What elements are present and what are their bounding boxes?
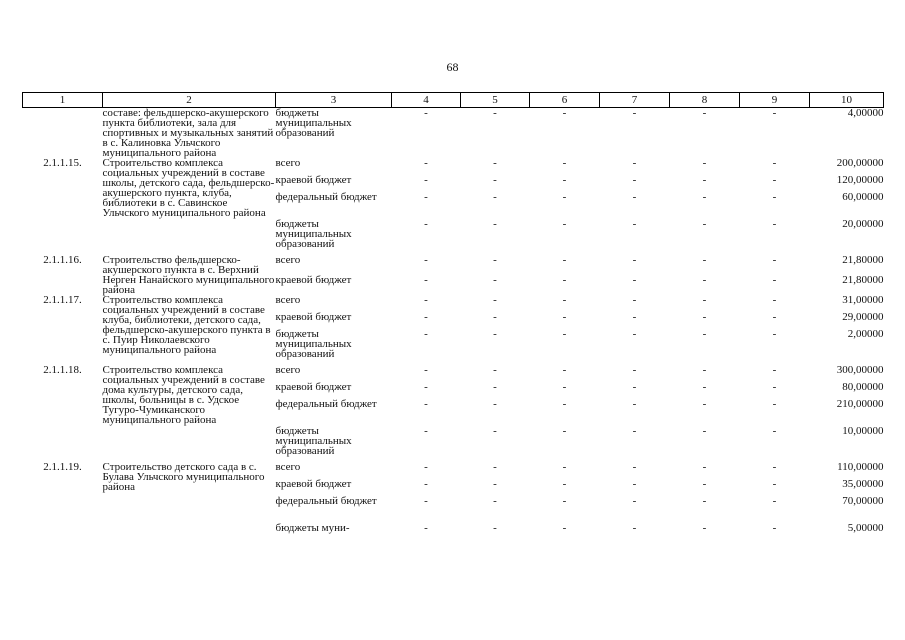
funding-source: бюджеты муниципальных образований <box>275 425 352 457</box>
column-header-row <box>23 93 884 108</box>
empty-value-dash: - <box>702 461 707 473</box>
empty-value-dash: - <box>493 364 497 376</box>
empty-value-dash: - <box>493 425 497 437</box>
empty-value-dash: - <box>632 364 637 376</box>
table-row <box>23 108 884 159</box>
empty-value-dash: - <box>772 381 777 393</box>
empty-value-dash: - <box>562 254 567 266</box>
amount-value: 110,00000 <box>837 461 884 473</box>
empty-value-dash: - <box>772 254 777 266</box>
empty-value-dash: - <box>772 461 777 473</box>
item-number <box>23 108 103 159</box>
empty-value-dash: - <box>493 157 497 169</box>
empty-value-dash: - <box>424 398 428 410</box>
funding-source: федеральный бюджет <box>275 495 377 507</box>
empty-value-dash: - <box>493 495 497 507</box>
funding-source: бюджеты муниципальных образований <box>275 328 352 360</box>
empty-value-dash: - <box>562 478 567 490</box>
funding-source: всего <box>275 364 301 376</box>
empty-value-dash: - <box>493 381 497 393</box>
empty-value-dash: - <box>632 274 637 286</box>
amount-value: 120,00000 <box>836 174 884 186</box>
empty-value-dash: - <box>632 461 637 473</box>
empty-value-dash: - <box>632 157 637 169</box>
funding-source: федеральный бюджет <box>275 191 377 203</box>
empty-value-dash: - <box>632 522 637 534</box>
empty-value-dash: - <box>493 107 497 119</box>
funding-source: всего <box>275 294 301 306</box>
empty-value-dash: - <box>702 425 707 437</box>
amount-value: 60,00000 <box>842 191 884 203</box>
amount-value: 4,00000 <box>847 107 884 119</box>
empty-value-dash: - <box>424 274 428 286</box>
empty-value-dash: - <box>772 522 777 534</box>
empty-value-dash: - <box>702 294 707 306</box>
empty-value-dash: - <box>562 461 567 473</box>
empty-value-dash: - <box>632 478 637 490</box>
amount-value: 21,80000 <box>842 274 884 286</box>
empty-value-dash: - <box>493 311 497 323</box>
empty-value-dash: - <box>632 218 637 230</box>
empty-value-dash: - <box>702 191 707 203</box>
empty-value-dash: - <box>424 495 428 507</box>
item-name: Строительство фельдшерско-акушерского пункта в с. Верхний Нерген Нанайского муниципального района <box>102 254 275 296</box>
empty-value-dash: - <box>424 107 428 119</box>
empty-value-dash: - <box>772 294 777 306</box>
budget-table <box>22 92 884 540</box>
empty-value-dash: - <box>562 398 567 410</box>
empty-value-dash: - <box>772 218 777 230</box>
empty-value-dash: - <box>632 254 637 266</box>
amount-value: 10,00000 <box>842 425 884 437</box>
table-body <box>23 108 884 541</box>
empty-value-dash: - <box>424 191 428 203</box>
empty-value-dash: - <box>702 254 707 266</box>
empty-value-dash: - <box>424 461 428 473</box>
empty-value-dash: - <box>493 478 497 490</box>
empty-value-dash: - <box>562 425 567 437</box>
empty-value-dash: - <box>493 254 497 266</box>
empty-value-dash: - <box>632 174 637 186</box>
item-number: 2.1.1.15. <box>43 157 82 169</box>
col-header: 9 <box>740 93 810 108</box>
empty-value-dash: - <box>493 174 497 186</box>
empty-value-dash: - <box>772 364 777 376</box>
funding-source: всего <box>275 461 301 473</box>
funding-source: бюджеты муниципальных образований <box>275 107 352 139</box>
empty-value-dash: - <box>493 218 497 230</box>
amount-value: 35,00000 <box>842 478 884 490</box>
item-number: 2.1.1.16. <box>43 254 82 266</box>
empty-value-dash: - <box>493 328 497 340</box>
empty-value-dash: - <box>424 328 428 340</box>
empty-value-dash: - <box>424 478 428 490</box>
col-header: 10 <box>810 93 884 108</box>
empty-value-dash: - <box>632 495 637 507</box>
amount-value: 210,00000 <box>836 398 884 410</box>
empty-value-dash: - <box>772 191 777 203</box>
empty-value-dash: - <box>493 461 497 473</box>
amount-value: 2,00000 <box>847 328 884 340</box>
empty-value-dash: - <box>562 157 567 169</box>
empty-value-dash: - <box>702 522 707 534</box>
funding-source: краевой бюджет <box>275 274 352 286</box>
empty-value-dash: - <box>772 157 777 169</box>
col-header: 3 <box>276 93 392 108</box>
empty-value-dash: - <box>702 311 707 323</box>
funding-source: всего <box>275 254 301 266</box>
col-header: 1 <box>23 93 103 108</box>
amount-value: 21,80000 <box>842 254 884 266</box>
empty-value-dash: - <box>424 425 428 437</box>
empty-value-dash: - <box>772 107 777 119</box>
funding-source: краевой бюджет <box>275 174 352 186</box>
item-number: 2.1.1.19. <box>43 461 82 473</box>
amount-value: 200,00000 <box>836 157 884 169</box>
empty-value-dash: - <box>772 328 777 340</box>
empty-value-dash: - <box>772 274 777 286</box>
item-name: Строительство комплекса социальных учреждений в составе клуба, библиотеки, детского сада, фельдшерско-акушерского пункта в с. Пуир Николаевского муниципального района <box>102 294 271 356</box>
amount-value: 300,00000 <box>836 364 884 376</box>
empty-value-dash: - <box>424 381 428 393</box>
item-name: Строительство комплекса социальных учреждений в составе дома культуры, детского сада, школы, больницы в с. Удское Тугуро-Чумиканского муниципального района <box>102 364 265 426</box>
empty-value-dash: - <box>562 274 567 286</box>
table-row <box>23 158 884 175</box>
col-header: 2 <box>103 93 276 108</box>
empty-value-dash: - <box>424 364 428 376</box>
amount-value: 70,00000 <box>842 495 884 507</box>
empty-value-dash: - <box>493 522 497 534</box>
empty-value-dash: - <box>702 107 707 119</box>
empty-value-dash: - <box>562 294 567 306</box>
empty-value-dash: - <box>632 191 637 203</box>
empty-value-dash: - <box>702 328 707 340</box>
empty-value-dash: - <box>493 191 497 203</box>
item-name: составе: фельдшерско-акушерского пункта библиотеки, зала для спортивных и музыкальных занятий в с. Калиновка Ульчского муниципального района <box>102 107 274 159</box>
empty-value-dash: - <box>424 174 428 186</box>
empty-value-dash: - <box>562 218 567 230</box>
empty-value-dash: - <box>562 174 567 186</box>
empty-value-dash: - <box>772 495 777 507</box>
empty-value-dash: - <box>562 364 567 376</box>
item-name: Строительство комплекса социальных учреждений в составе школы, детского сада, фельдшерско-акушерского пункта, клуба, библиотеки в с. Савинское Ульчского муниципального района <box>102 157 275 219</box>
empty-value-dash: - <box>562 191 567 203</box>
col-header: 7 <box>600 93 670 108</box>
empty-value-dash: - <box>632 107 637 119</box>
empty-value-dash: - <box>632 294 637 306</box>
amount-value: 31,00000 <box>842 294 884 306</box>
empty-value-dash: - <box>424 294 428 306</box>
table-row <box>23 295 884 312</box>
table-row <box>23 462 884 479</box>
amount-value: 80,00000 <box>842 381 884 393</box>
col-header: 4 <box>392 93 461 108</box>
empty-value-dash: - <box>493 398 497 410</box>
empty-value-dash: - <box>772 425 777 437</box>
empty-value-dash: - <box>702 478 707 490</box>
empty-value-dash: - <box>424 254 428 266</box>
empty-value-dash: - <box>562 107 567 119</box>
empty-value-dash: - <box>424 311 428 323</box>
empty-value-dash: - <box>772 311 777 323</box>
empty-value-dash: - <box>562 381 567 393</box>
empty-value-dash: - <box>702 495 707 507</box>
empty-value-dash: - <box>702 364 707 376</box>
empty-value-dash: - <box>772 398 777 410</box>
empty-value-dash: - <box>702 274 707 286</box>
amount-value: 5,00000 <box>847 522 884 534</box>
empty-value-dash: - <box>702 218 707 230</box>
empty-value-dash: - <box>632 398 637 410</box>
funding-source: бюджеты муни- <box>275 522 350 534</box>
amount-value: 20,00000 <box>842 218 884 230</box>
empty-value-dash: - <box>424 522 428 534</box>
item-name: Строительство детского сада в с. Булава Ульчского муниципального района <box>102 461 265 493</box>
empty-value-dash: - <box>632 328 637 340</box>
funding-source: бюджеты муниципальных образований <box>275 218 352 250</box>
empty-value-dash: - <box>632 311 637 323</box>
empty-value-dash: - <box>702 174 707 186</box>
empty-value-dash: - <box>772 478 777 490</box>
table-row <box>23 255 884 275</box>
empty-value-dash: - <box>562 522 567 534</box>
funding-source: всего <box>275 157 301 169</box>
col-header: 8 <box>670 93 740 108</box>
empty-value-dash: - <box>772 174 777 186</box>
empty-value-dash: - <box>702 157 707 169</box>
empty-value-dash: - <box>424 157 428 169</box>
empty-value-dash: - <box>562 328 567 340</box>
empty-value-dash: - <box>632 381 637 393</box>
empty-value-dash: - <box>493 294 497 306</box>
empty-value-dash: - <box>562 311 567 323</box>
table-row <box>23 365 884 382</box>
amount-value: 29,00000 <box>842 311 884 323</box>
page-number: 68 <box>446 60 459 74</box>
funding-source: краевой бюджет <box>275 478 352 490</box>
empty-value-dash: - <box>702 398 707 410</box>
empty-value-dash: - <box>424 218 428 230</box>
item-number: 2.1.1.17. <box>43 294 82 306</box>
empty-value-dash: - <box>562 495 567 507</box>
funding-source: краевой бюджет <box>275 381 352 393</box>
funding-source: краевой бюджет <box>275 311 352 323</box>
col-header: 6 <box>530 93 600 108</box>
col-header: 5 <box>461 93 530 108</box>
empty-value-dash: - <box>493 274 497 286</box>
empty-value-dash: - <box>702 381 707 393</box>
funding-source: федеральный бюджет <box>275 398 377 410</box>
empty-value-dash: - <box>632 425 637 437</box>
item-number: 2.1.1.18. <box>43 364 82 376</box>
